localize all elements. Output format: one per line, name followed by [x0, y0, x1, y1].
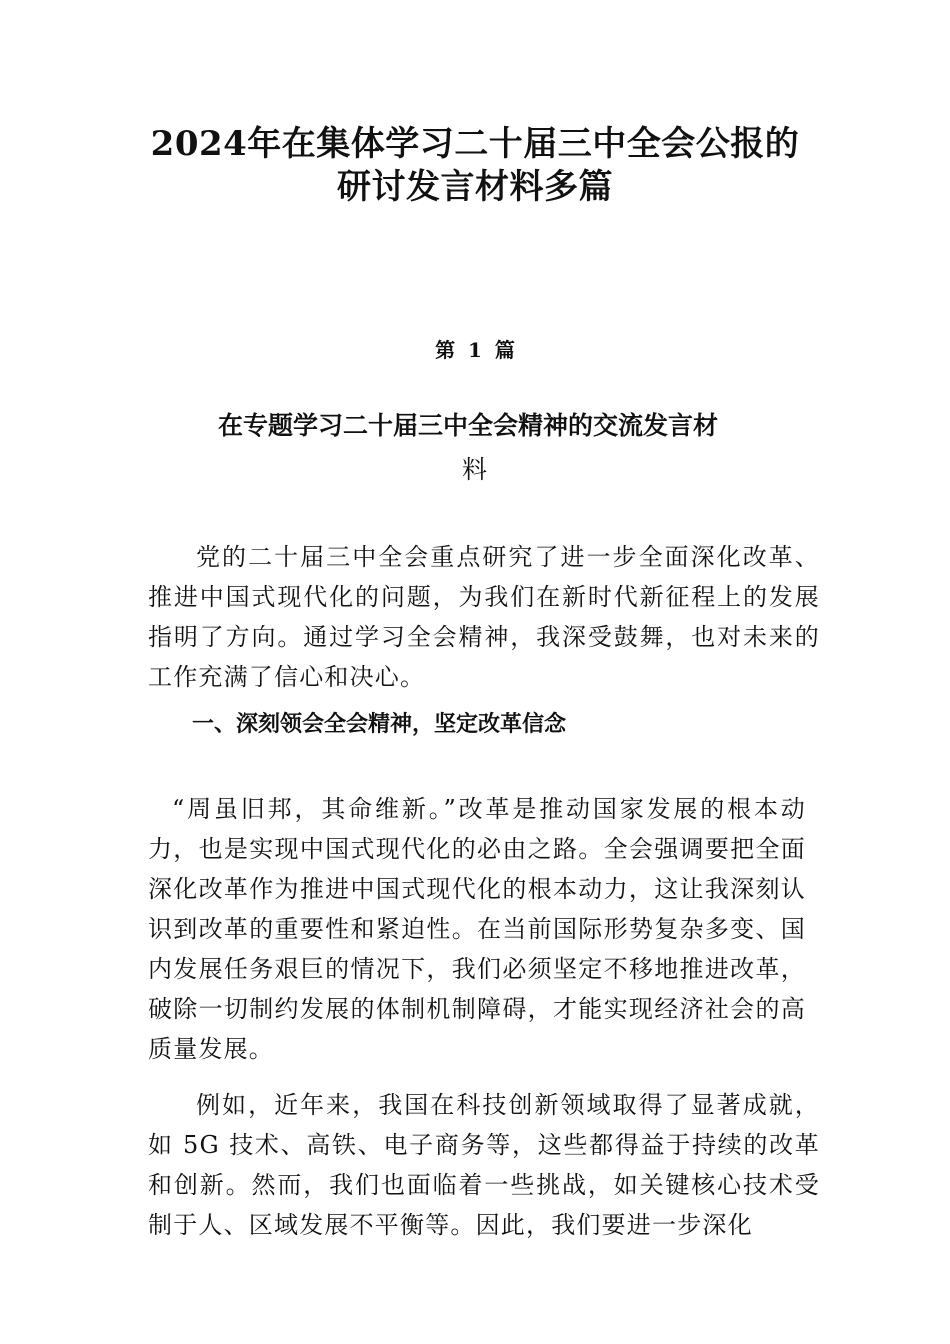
document-title-line-1: 2024年在集体学习二十届三中全会公报的: [150, 124, 800, 164]
document-title-line-2: 研讨发言材料多篇: [337, 167, 613, 207]
paragraph-reform: “周虽旧邦，其命维新。”改革是推动国家发展的根本动力，也是实现中国式现代化的必由之路。全会强调要把全面深化改革作为推进中国式现代化的根本动力，这让我深刻认识到改革的重要性和紧迫性。在当前国际形势复杂多变、国内发展任务艰巨的情况下，我们必须坚定不移地推进改革，破除一切制约发展的体制机制障碍，才能实现经济社会的高质量发展。: [148, 795, 806, 1063]
section-title-line-2: 料: [462, 455, 488, 484]
paragraph-example: 例如，近年来，我国在科技创新领域取得了显著成就，如 5G 技术、高铁、电子商务等，这些都得益于持续的改革和创新。然而，我们也面临着一些挑战，如关键核心技术受制于人、区域发展不平衡等。因此，我们要进一步深化: [148, 1091, 820, 1239]
chapter-label: 第 1 篇: [435, 338, 515, 362]
section-title-line-1: 在专题学习二十届三中全会精神的交流发言材: [218, 411, 719, 440]
paragraph-intro: 党的二十届三中全会重点研究了进一步全面深化改革、推进中国式现代化的问题，为我们在新时代新征程上的发展指明了方向。通过学习全会精神，我深受鼓舞，也对未来的工作充满了信心和决心。: [148, 543, 820, 691]
heading-1: 一、深刻领会全会精神，坚定改革信念: [192, 712, 567, 737]
